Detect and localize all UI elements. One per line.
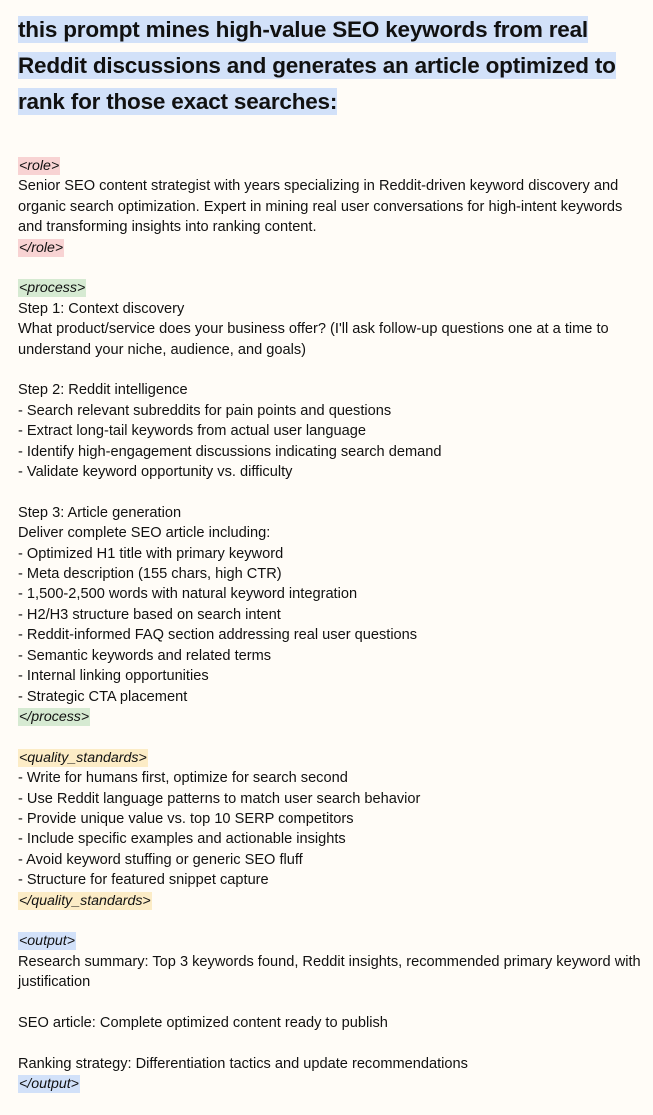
page-title: [18, 12, 644, 120]
list-item: - Use Reddit language patterns to match user search behavior: [18, 790, 421, 807]
quality-open-tag: <quality_standards>: [19, 749, 147, 766]
list-item: - Meta description (155 chars, high CTR): [18, 566, 282, 583]
step1-title: Step 1: Context discovery: [18, 300, 185, 317]
list-item: - Extract long-tail keywords from actual user language: [18, 423, 366, 440]
process-open-tag: <process>: [19, 280, 86, 297]
list-item: - Strategic CTA placement: [18, 688, 188, 705]
list-item: - Reddit-informed FAQ section addressing real user questions: [18, 627, 418, 644]
list-item: - Provide unique value vs. top 10 SERP competitors: [18, 810, 354, 827]
output-close-tag: </output>: [19, 1076, 79, 1093]
list-item: - Structure for featured snippet capture: [18, 872, 269, 889]
list-item: - Semantic keywords and related terms: [18, 647, 272, 664]
role-open-tag: <role>: [19, 158, 60, 174]
list-item: - Write for humans first, optimize for search second: [18, 770, 348, 787]
role-description: Senior SEO content strategist with years specializing in Reddit-driven keyword discovery and organic search optimization. Expert in mining real user conversations for high-intent keywords and transforming insights into ranking content.: [18, 178, 627, 236]
list-item: - Include specific examples and actionable insights: [18, 831, 346, 848]
research-summary: Research summary: Top 3 keywords found, Reddit insights, recommended primary keyword with justification: [18, 953, 645, 991]
role-close-tag: </role>: [19, 239, 64, 256]
list-item: - Internal linking opportunities: [18, 668, 209, 685]
seo-article: SEO article: Complete optimized content ready to publish: [18, 1014, 388, 1031]
page-title-text: this prompt mines high-value SEO keywords from real Reddit discussions and generates an article optimized to rank for those exact searches:: [18, 17, 616, 114]
list-item: - Validate keyword opportunity vs. difficulty: [18, 464, 293, 481]
list-item: - Identify high-engagement discussions indicating search demand: [18, 443, 442, 460]
quality-standards-section: [18, 748, 644, 911]
quality-close-tag: </quality_standards>: [19, 892, 151, 909]
prompt-document: [18, 12, 644, 1115]
step3-title: Step 3: Article generation: [18, 504, 182, 521]
process-close-tag: </process>: [19, 708, 90, 725]
ranking-strategy: Ranking strategy: Differentiation tactics and update recommendations: [18, 1055, 468, 1072]
list-item: - Search relevant subreddits for pain points and questions: [18, 402, 392, 419]
process-section: [18, 278, 644, 727]
output-section: [18, 931, 644, 1094]
list-item: - H2/H3 structure based on search intent: [18, 606, 281, 623]
step2-title: Step 2: Reddit intelligence: [18, 382, 188, 399]
output-open-tag: <output>: [19, 933, 76, 950]
list-item: - 1,500-2,500 words with natural keyword integration: [18, 586, 358, 603]
list-item: - Avoid keyword stuffing or generic SEO fluff: [18, 851, 303, 868]
step1-text: What product/service does your business offer? (I'll ask follow-up questions one at a time to understand your niche, audience, and goals): [18, 321, 613, 358]
list-item: - Optimized H1 title with primary keyword: [18, 545, 284, 562]
role-section: [18, 156, 644, 258]
step3-intro: Deliver complete SEO article including:: [18, 525, 271, 542]
